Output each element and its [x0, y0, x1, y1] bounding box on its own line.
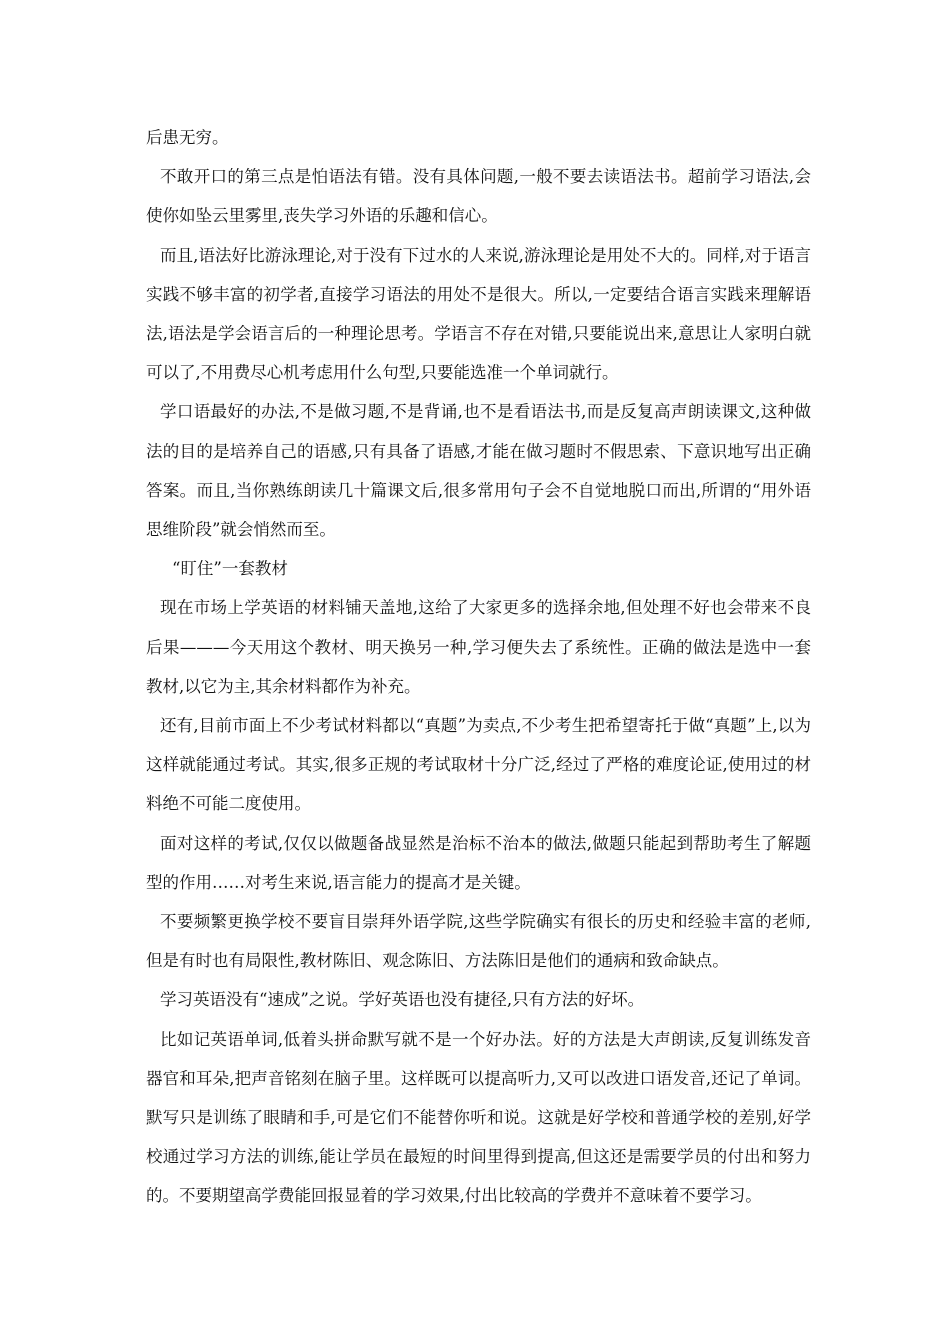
- paragraph-reading-aloud: 学口语最好的办法,不是做习题,不是背诵,也不是看语法书,而是反复高声朗读课文,这种做法的目的是培养自己的语感,只有具备了语感,才能在做习题时不假思索、下意识地写出正确答案。而且,当你熟练朗读几十篇课文后,很多常用句子会不自觉地脱口而出,所谓的“用外语思维阶段”就会悄然而至。: [146, 402, 811, 540]
- paragraph-continuation: 后患无穷。: [146, 128, 229, 147]
- document-body: [146, 118, 811, 1216]
- paragraph-grammar-swimming: 而且,语法好比游泳理论,对于没有下过水的人来说,游泳理论是用处不大的。同样,对于语言实践不够丰富的初学者,直接学习语法的用处不是很大。所以,一定要结合语言实践来理解语法,语法是学会语言后的一种理论思考。学语言不存在对错,只要能说出来,意思让人家明白就可以了,不用费尽心机考虑用什么句型,只要能选准一个单词就行。: [146, 245, 811, 383]
- paragraph-grammar-fear: 不敢开口的第三点是怕语法有错。没有具体问题,一般不要去读语法书。超前学习语法,会使你如坠云里雾里,丧失学习外语的乐趣和信心。: [146, 167, 811, 226]
- paragraph-schools: 不要频繁更换学校不要盲目崇拜外语学院,这些学院确实有很长的历史和经验丰富的老师,但是有时也有局限性,教材陈旧、观念陈旧、方法陈旧是他们的通病和致命缺点。: [146, 912, 811, 971]
- paragraph-materials: 现在市场上学英语的材料铺天盖地,这给了大家更多的选择余地,但处理不好也会带来不良后果———今天用这个教材、明天换另一种,学习便失去了系统性。正确的做法是选中一套教材,以它为主,其余材料都作为补充。: [146, 598, 811, 696]
- paragraph-no-shortcut: 学习英语没有“速成”之说。学好英语也没有捷径,只有方法的好坏。: [160, 990, 645, 1010]
- section-heading: “盯住”一套教材: [172, 559, 288, 579]
- paragraph-real-exams: 还有,目前市面上不少考试材料都以“真题”为卖点,不少考生把希望寄托于做“真题”上,以为这样就能通过考试。其实,很多正规的考试取材十分广泛,经过了严格的难度论证,使用过的材料绝不可能二度使用。: [146, 716, 811, 814]
- paragraph-vocabulary-method: 比如记英语单词,低着头拼命默写就不是一个好办法。好的方法是大声朗读,反复训练发音器官和耳朵,把声音铭刻在脑子里。这样既可以提高听力,又可以改进口语发音,还记了单词。默写只是训练了眼睛和手,可是它们不能替你听和说。这就是好学校和普通学校的差别,好学校通过学习方法的训练,能让学员在最短的时间里得到提高,但这还是需要学员的付出和努力的。不要期望高学费能回报显着的学习效果,付出比较高的学费并不意味着不要学习。: [146, 1029, 811, 1206]
- paragraph-exam-prep: 面对这样的考试,仅仅以做题备战显然是治标不治本的做法,做题只能起到帮助考生了解题型的作用……对考生来说,语言能力的提高才是关键。: [146, 833, 811, 892]
